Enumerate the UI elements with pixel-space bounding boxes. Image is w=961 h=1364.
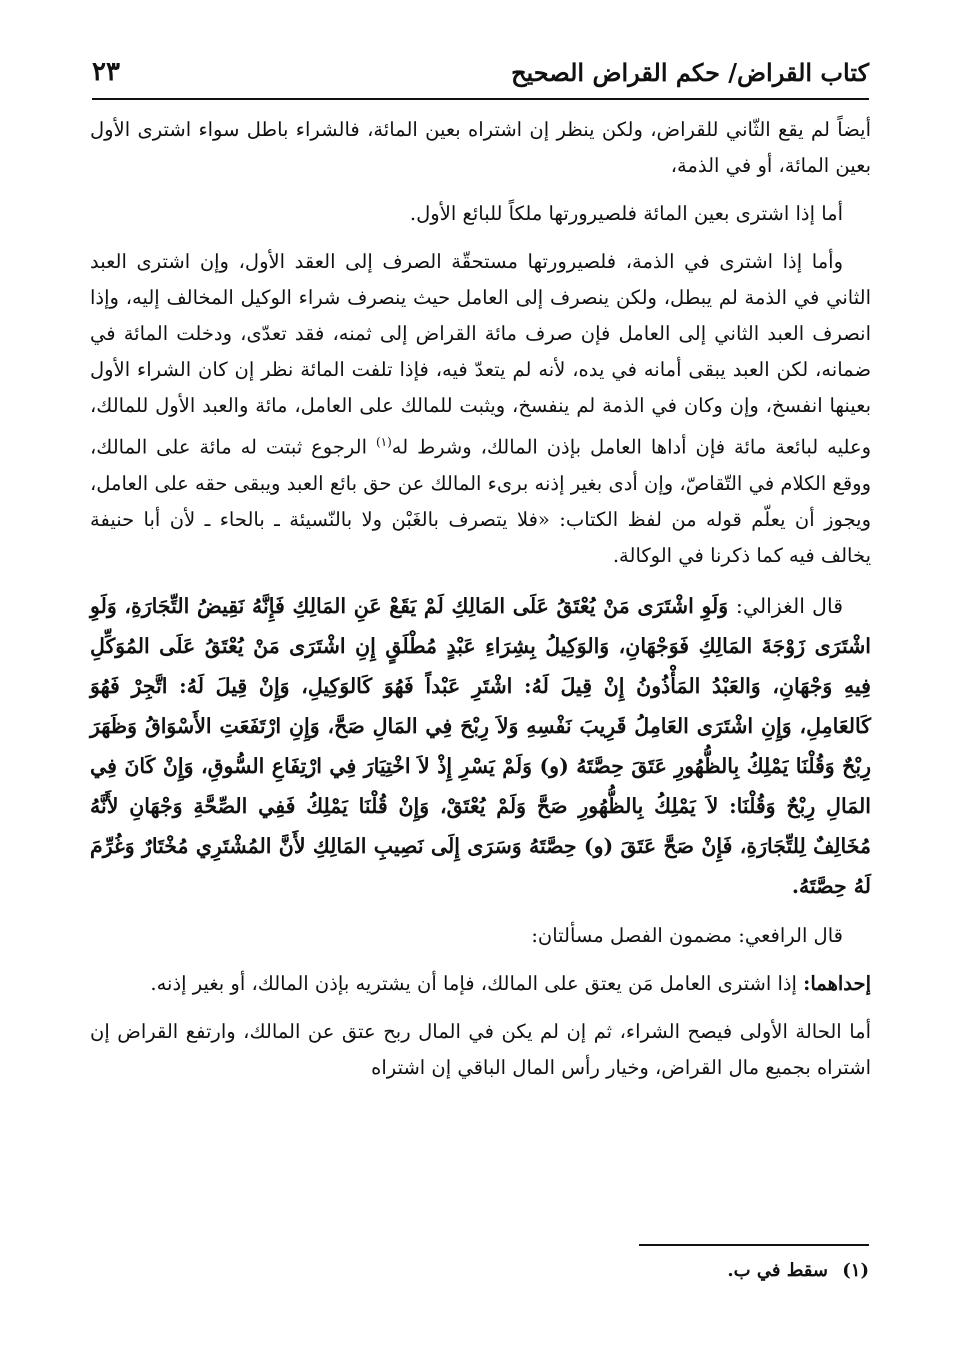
ghazali-lead: قال الغزالي: bbox=[735, 593, 843, 618]
rafii-intro: قال الرافعي: مضمون الفصل مسألتان: bbox=[531, 923, 843, 947]
ghazali-text: وَلَوِ اشْتَرَى مَنْ يُعْتَقُ عَلَى المَالِكِ لَمْ يَقَعْ عَنِ المَالِكِ فَإِنَّهُ نَقِيضُ التِّجَارَةِ، وَلَوِ اشْتَرَى زَوْجَةَ المَالِكِ فَوَجْهَانِ، وَالوَكِيلُ بِشِرَاءِ عَبْدٍ مُطْلَقٍ إِنِ اشْتَرَى مَنْ يُعْتَقُ عَلَى المُوَكِّلِ فِيهِ وَجْهَانِ، وَالعَبْدُ المَأْذُونُ إِنْ قِيلَ لَهُ: اشْتَرِ عَبْداً فَهُوَ كَالوَكِيلِ، وَإِنْ قِيلَ لَهُ: اتَّجِرْ فَهُوَ كَالعَامِلِ، وَإِنِ اشْتَرَى العَامِلُ قَرِيبَ نَفْسِهِ وَلاَ رِبْحَ فِي المَالِ صَحَّ، وَإِنِ ارْتَفَعَتِ الأَسْوَاقُ وَظَهَرَ رِبْحٌ وَقُلْنَا يَمْلِكُ بِالظُّهُورِ عَتَقَ حِصَّتَهُ (و) وَلَمْ يَسْرِ إِذْ لاَ اخْتِيَارَ فِي ارْتِفَاعِ السُّوقِ، وَإِنْ كَانَ فِي المَالِ رِبْحٌ وَقُلْنَا: لاَ يَمْلِكُ بِالظُّهُورِ صَحَّ وَلَمْ يُعْتَقْ، وَإِنْ قُلْنَا يَمْلِكُ فَفِي الصِّحَّةِ وَجْهَانِ لأَنَّهُ مُخَالِفٌ لِلتِّجَارَةِ، فَإِنْ صَحَّ عَتَقَ (و) حِصَّتَهُ وَسَرَى إِلَى نَصِيبِ المَالِكِ لأَنَّ المُشْتَرِي مُخْتَارٌ وَغُرِّمَ لَهُ حِصَّتَهُ. bbox=[90, 593, 871, 898]
first-issue bbox=[90, 966, 871, 1002]
paragraph-text: وأما إذا اشترى في الذمة، فلصيرورتها مستحقّة الصرف إلى العقد الأول، وإن اشترى العبد الثاني في الذمة لم يبطل، ولكن ينصرف إلى العامل حيث ينصرف شراء الوكيل المخالف إليه، وإذا انصرف العبد الثاني إلى العامل فإن صرف مائة القراض إلى ثمنه، فقد تعدّى، ودخلت المائة في ضمانه، لكن العبد يبقى أمانه في يده، لأنه لم يتعدّ فيه، فإذا تلفت المائة نظر إن كان الشراء الأول بعينها انفسخ، وإن وكان في الذمة لم ينفسخ، ويثبت للمالك على العامل، مائة والعبد الأول للمالك، وعليه لبائعة مائة فإن أداها العامل بإذن المالك، وشرط له bbox=[90, 250, 871, 459]
paragraph-text: الرجوع ثبتت له مائة على المالك، ووقع الكلام في التّقاصّ، وإن أدى بغير إذنه برىء المالك عن حق بائع العبد ويبقى حقه على العامل، ويجوز أن يعلّم قوله من لفظ الكتاب: «فلا يتصرف بالغَبْن ولا بالنّسيئة ـ بالحاء ـ لأن أبا حنيفة يخالف فيه كما ذكرنا في الوكالة. bbox=[90, 435, 871, 567]
ghazali-quote bbox=[90, 586, 871, 906]
footnote bbox=[92, 1260, 869, 1281]
paragraph: أما الحالة الأولى فيصح الشراء، ثم إن لم يكن في المال ربح عتق عن المالك، وارتفع القراض إن اشتراه بجميع مال القراض، وخيار رأس المال الباقي إن اشتراه bbox=[90, 1019, 871, 1079]
first-issue-lead: إحداهما: bbox=[803, 971, 871, 995]
paragraph: أيضاً لم يقع الثّاني للقراض، ولكن ينظر إن اشتراه بعين المائة، فالشراء باطل سواء اشترى الأول بعين المائة، أو في الذمة، bbox=[90, 118, 871, 177]
page-number: ٢٣ bbox=[92, 57, 120, 87]
header-rule bbox=[92, 98, 869, 100]
footnote-text: سقط في ب. bbox=[727, 1260, 828, 1281]
body-text bbox=[90, 112, 871, 1098]
paragraph bbox=[90, 244, 871, 574]
first-issue-text: إذا اشترى العامل مَن يعتق على المالك، فإما أن يشتريه بإذن المالك، أو بغير إذنه. bbox=[150, 971, 797, 995]
footnote-number: (١) bbox=[842, 1260, 869, 1281]
footnote-reference: (١) bbox=[375, 435, 392, 449]
running-title: كتاب القراض/ حكم القراض الصحيح bbox=[511, 57, 869, 87]
footnote-rule bbox=[639, 1244, 869, 1246]
page-header bbox=[92, 52, 869, 92]
paragraph: أما إذا اشترى بعين المائة فلصيرورتها ملكاً للبائع الأول. bbox=[409, 202, 843, 225]
